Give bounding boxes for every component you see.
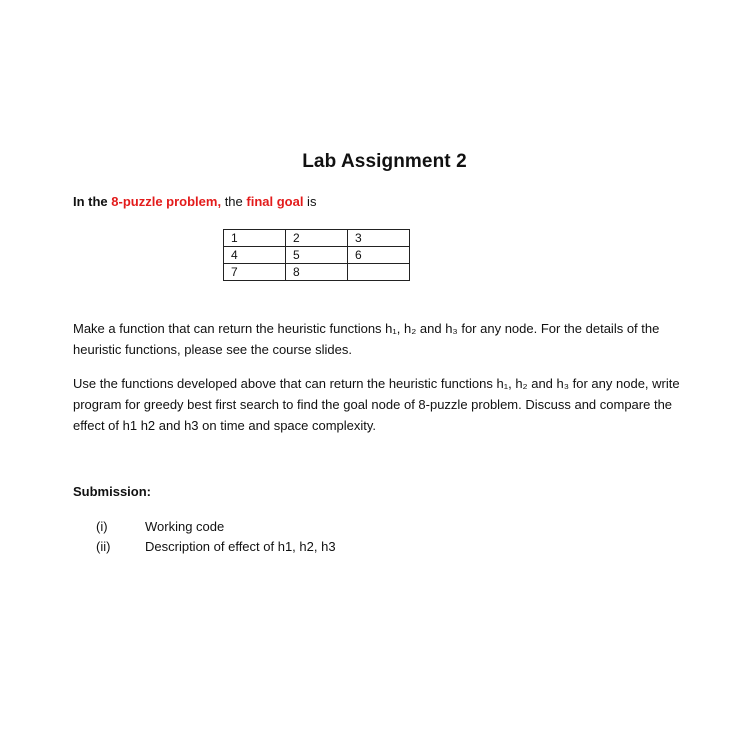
intro-highlight-goal: final goal bbox=[246, 194, 304, 209]
instruction-paragraph-1: Make a function that can return the heuristic functions h₁, h₂ and h₃ for any node. For the details of the heuristic functions, please see the course slides. bbox=[73, 321, 660, 357]
grid-cell: 2 bbox=[286, 230, 348, 247]
list-item bbox=[96, 537, 336, 557]
grid-cell: 3 bbox=[348, 230, 410, 247]
page-title: Lab Assignment 2 bbox=[302, 151, 467, 172]
list-item bbox=[96, 517, 336, 537]
grid-cell: 8 bbox=[286, 264, 348, 281]
intro-line bbox=[73, 194, 316, 209]
intro-text-3: is bbox=[303, 194, 317, 209]
goal-state-grid bbox=[223, 229, 410, 281]
list-item-number: (ii) bbox=[96, 539, 111, 554]
list-item-number: (i) bbox=[96, 519, 108, 534]
grid-row bbox=[224, 264, 410, 281]
submission-list bbox=[96, 517, 336, 557]
grid-cell: 4 bbox=[224, 247, 286, 264]
list-item-text: Description of effect of h1, h2, h3 bbox=[145, 539, 336, 554]
grid-cell: 5 bbox=[286, 247, 348, 264]
intro-highlight-puzzle: 8-puzzle problem, bbox=[111, 194, 222, 209]
instruction-paragraph-2: Use the functions developed above that can return the heuristic functions h₁, h₂ and h₃ for any node, write program for greedy best first search to find the goal node of 8-puzzle problem. Discuss and compare the effect of h1 h2 and h3 on time and space complexity. bbox=[73, 376, 680, 433]
grid-row bbox=[224, 230, 410, 247]
list-item-text: Working code bbox=[145, 519, 225, 534]
grid-row bbox=[224, 247, 410, 264]
grid-cell: 6 bbox=[348, 247, 410, 264]
grid-cell-blank bbox=[348, 264, 410, 281]
intro-text-1: In the bbox=[73, 194, 112, 209]
intro-text-2: the bbox=[221, 194, 247, 209]
grid-cell: 7 bbox=[224, 264, 286, 281]
grid-cell: 1 bbox=[224, 230, 286, 247]
submission-heading: Submission: bbox=[73, 484, 152, 499]
